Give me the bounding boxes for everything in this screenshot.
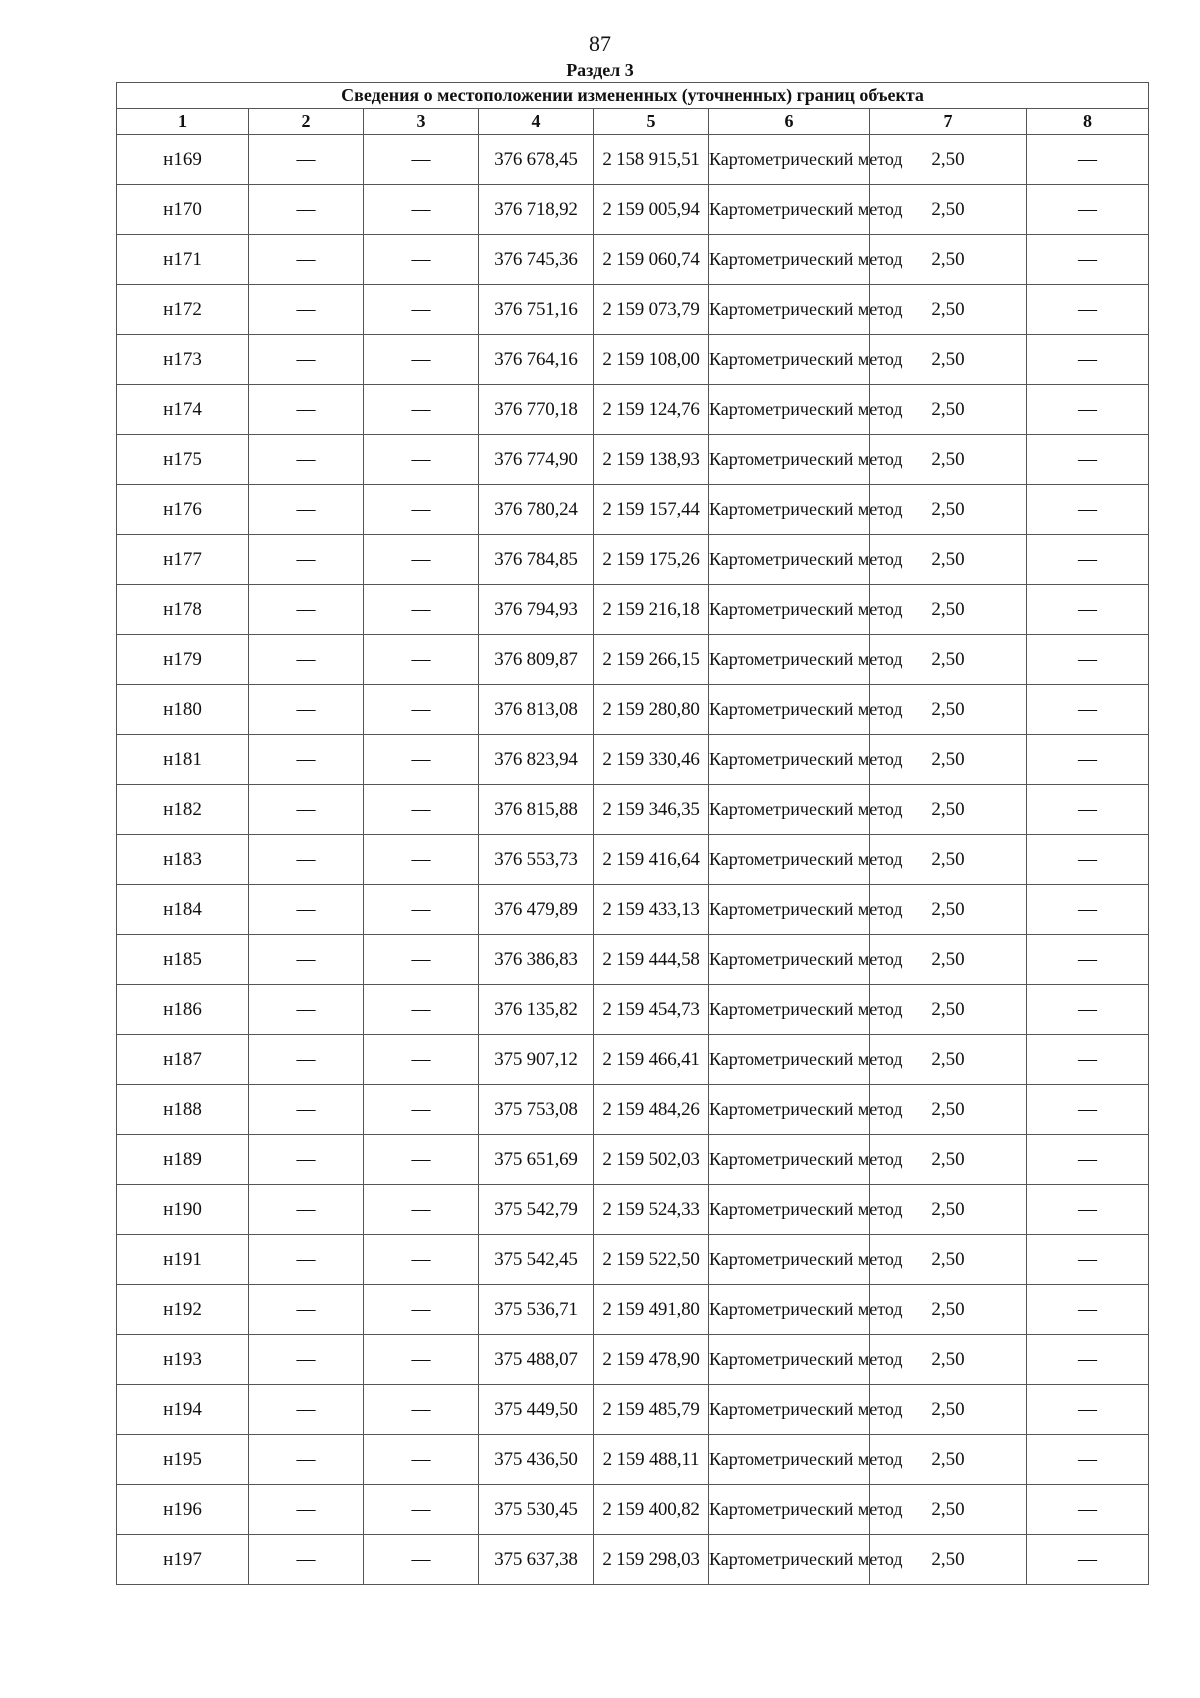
point-id-cell: н186 xyxy=(117,985,249,1035)
table-row xyxy=(117,885,1149,935)
point-id-cell: н169 xyxy=(117,135,249,185)
point-id-cell: н187 xyxy=(117,1035,249,1085)
table-row xyxy=(117,435,1149,485)
col2-cell: — xyxy=(249,1485,364,1535)
column-number-header: 1 xyxy=(117,109,249,135)
accuracy-cell: 2,50 xyxy=(870,335,1027,385)
col2-cell: — xyxy=(249,835,364,885)
column-number-row xyxy=(117,109,1149,135)
point-id-cell: н180 xyxy=(117,685,249,735)
accuracy-cell: 2,50 xyxy=(870,1435,1027,1485)
col2-cell: — xyxy=(249,1285,364,1335)
x-coordinate-cell: 376 718,92 xyxy=(479,185,594,235)
method-cell: Картометрический метод xyxy=(709,985,870,1035)
table-row xyxy=(117,535,1149,585)
y-coordinate-cell: 2 159 005,94 xyxy=(594,185,709,235)
point-id-cell: н195 xyxy=(117,1435,249,1485)
col3-cell: — xyxy=(364,235,479,285)
table-row xyxy=(117,685,1149,735)
x-coordinate-cell: 375 907,12 xyxy=(479,1035,594,1085)
col8-cell: — xyxy=(1027,985,1149,1035)
column-number-header: 3 xyxy=(364,109,479,135)
x-coordinate-cell: 376 553,73 xyxy=(479,835,594,885)
table-row xyxy=(117,1085,1149,1135)
method-cell: Картометрический метод xyxy=(709,385,870,435)
table-row xyxy=(117,1385,1149,1435)
x-coordinate-cell: 376 813,08 xyxy=(479,685,594,735)
col3-cell: — xyxy=(364,185,479,235)
x-coordinate-cell: 375 530,45 xyxy=(479,1485,594,1535)
y-coordinate-cell: 2 159 478,90 xyxy=(594,1335,709,1385)
x-coordinate-cell: 375 449,50 xyxy=(479,1385,594,1435)
col2-cell: — xyxy=(249,635,364,685)
column-number-header: 5 xyxy=(594,109,709,135)
point-id-cell: н189 xyxy=(117,1135,249,1185)
x-coordinate-cell: 376 780,24 xyxy=(479,485,594,535)
coordinates-table xyxy=(116,82,1149,1585)
method-cell: Картометрический метод xyxy=(709,335,870,385)
y-coordinate-cell: 2 159 157,44 xyxy=(594,485,709,535)
col2-cell: — xyxy=(249,135,364,185)
table-row xyxy=(117,135,1149,185)
y-coordinate-cell: 2 159 522,50 xyxy=(594,1235,709,1285)
method-cell: Картометрический метод xyxy=(709,1335,870,1385)
point-id-cell: н183 xyxy=(117,835,249,885)
accuracy-cell: 2,50 xyxy=(870,1285,1027,1335)
col3-cell: — xyxy=(364,735,479,785)
col8-cell: — xyxy=(1027,835,1149,885)
table-row xyxy=(117,935,1149,985)
method-cell: Картометрический метод xyxy=(709,635,870,685)
point-id-cell: н181 xyxy=(117,735,249,785)
accuracy-cell: 2,50 xyxy=(870,885,1027,935)
x-coordinate-cell: 376 745,36 xyxy=(479,235,594,285)
y-coordinate-cell: 2 159 266,15 xyxy=(594,635,709,685)
method-cell: Картометрический метод xyxy=(709,785,870,835)
method-cell: Картометрический метод xyxy=(709,1035,870,1085)
accuracy-cell: 2,50 xyxy=(870,1035,1027,1085)
col3-cell: — xyxy=(364,1335,479,1385)
table-caption: Сведения о местоположении измененных (уточненных) границ объекта xyxy=(117,83,1149,109)
y-coordinate-cell: 2 159 484,26 xyxy=(594,1085,709,1135)
y-coordinate-cell: 2 159 444,58 xyxy=(594,935,709,985)
col8-cell: — xyxy=(1027,685,1149,735)
col8-cell: — xyxy=(1027,935,1149,985)
table-row xyxy=(117,285,1149,335)
table-row xyxy=(117,1135,1149,1185)
column-number-header: 6 xyxy=(709,109,870,135)
x-coordinate-cell: 376 815,88 xyxy=(479,785,594,835)
method-cell: Картометрический метод xyxy=(709,835,870,885)
col2-cell: — xyxy=(249,585,364,635)
accuracy-cell: 2,50 xyxy=(870,935,1027,985)
accuracy-cell: 2,50 xyxy=(870,1235,1027,1285)
point-id-cell: н170 xyxy=(117,185,249,235)
method-cell: Картометрический метод xyxy=(709,285,870,335)
point-id-cell: н176 xyxy=(117,485,249,535)
point-id-cell: н178 xyxy=(117,585,249,635)
col3-cell: — xyxy=(364,385,479,435)
table-row xyxy=(117,1285,1149,1335)
col8-cell: — xyxy=(1027,235,1149,285)
point-id-cell: н174 xyxy=(117,385,249,435)
method-cell: Картометрический метод xyxy=(709,235,870,285)
col2-cell: — xyxy=(249,485,364,535)
col3-cell: — xyxy=(364,135,479,185)
method-cell: Картометрический метод xyxy=(709,1135,870,1185)
x-coordinate-cell: 376 479,89 xyxy=(479,885,594,935)
col2-cell: — xyxy=(249,1035,364,1085)
method-cell: Картометрический метод xyxy=(709,685,870,735)
point-id-cell: н182 xyxy=(117,785,249,835)
col8-cell: — xyxy=(1027,535,1149,585)
x-coordinate-cell: 376 774,90 xyxy=(479,435,594,485)
accuracy-cell: 2,50 xyxy=(870,585,1027,635)
col2-cell: — xyxy=(249,1385,364,1435)
col3-cell: — xyxy=(364,1085,479,1135)
col2-cell: — xyxy=(249,1135,364,1185)
accuracy-cell: 2,50 xyxy=(870,285,1027,335)
col8-cell: — xyxy=(1027,335,1149,385)
point-id-cell: н191 xyxy=(117,1235,249,1285)
table-row xyxy=(117,385,1149,435)
y-coordinate-cell: 2 159 400,82 xyxy=(594,1485,709,1535)
point-id-cell: н185 xyxy=(117,935,249,985)
col2-cell: — xyxy=(249,435,364,485)
col8-cell: — xyxy=(1027,635,1149,685)
col2-cell: — xyxy=(249,935,364,985)
x-coordinate-cell: 375 542,79 xyxy=(479,1185,594,1235)
x-coordinate-cell: 375 542,45 xyxy=(479,1235,594,1285)
accuracy-cell: 2,50 xyxy=(870,1335,1027,1385)
x-coordinate-cell: 375 436,50 xyxy=(479,1435,594,1485)
accuracy-cell: 2,50 xyxy=(870,135,1027,185)
table-row xyxy=(117,1335,1149,1385)
col3-cell: — xyxy=(364,285,479,335)
point-id-cell: н179 xyxy=(117,635,249,685)
accuracy-cell: 2,50 xyxy=(870,385,1027,435)
table-row xyxy=(117,985,1149,1035)
col2-cell: — xyxy=(249,1235,364,1285)
x-coordinate-cell: 376 809,87 xyxy=(479,635,594,685)
col8-cell: — xyxy=(1027,1085,1149,1135)
col8-cell: — xyxy=(1027,135,1149,185)
x-coordinate-cell: 376 386,83 xyxy=(479,935,594,985)
x-coordinate-cell: 376 751,16 xyxy=(479,285,594,335)
col2-cell: — xyxy=(249,1085,364,1135)
col3-cell: — xyxy=(364,635,479,685)
table-row xyxy=(117,1185,1149,1235)
method-cell: Картометрический метод xyxy=(709,135,870,185)
method-cell: Картометрический метод xyxy=(709,1085,870,1135)
column-number-header: 8 xyxy=(1027,109,1149,135)
col3-cell: — xyxy=(364,935,479,985)
accuracy-cell: 2,50 xyxy=(870,685,1027,735)
y-coordinate-cell: 2 159 488,11 xyxy=(594,1435,709,1485)
col3-cell: — xyxy=(364,1385,479,1435)
col3-cell: — xyxy=(364,1135,479,1185)
y-coordinate-cell: 2 159 138,93 xyxy=(594,435,709,485)
table-row xyxy=(117,1535,1149,1585)
point-id-cell: н194 xyxy=(117,1385,249,1435)
col8-cell: — xyxy=(1027,185,1149,235)
method-cell: Картометрический метод xyxy=(709,1535,870,1585)
column-number-header: 2 xyxy=(249,109,364,135)
y-coordinate-cell: 2 159 175,26 xyxy=(594,535,709,585)
col3-cell: — xyxy=(364,1535,479,1585)
x-coordinate-cell: 376 135,82 xyxy=(479,985,594,1035)
y-coordinate-cell: 2 159 454,73 xyxy=(594,985,709,1035)
y-coordinate-cell: 2 158 915,51 xyxy=(594,135,709,185)
method-cell: Картометрический метод xyxy=(709,1385,870,1435)
accuracy-cell: 2,50 xyxy=(870,985,1027,1035)
table-row xyxy=(117,735,1149,785)
x-coordinate-cell: 376 678,45 xyxy=(479,135,594,185)
accuracy-cell: 2,50 xyxy=(870,1485,1027,1535)
accuracy-cell: 2,50 xyxy=(870,1185,1027,1235)
col8-cell: — xyxy=(1027,585,1149,635)
x-coordinate-cell: 376 794,93 xyxy=(479,585,594,635)
point-id-cell: н188 xyxy=(117,1085,249,1135)
y-coordinate-cell: 2 159 485,79 xyxy=(594,1385,709,1435)
y-coordinate-cell: 2 159 124,76 xyxy=(594,385,709,435)
col2-cell: — xyxy=(249,335,364,385)
accuracy-cell: 2,50 xyxy=(870,785,1027,835)
col3-cell: — xyxy=(364,1035,479,1085)
col2-cell: — xyxy=(249,285,364,335)
table-row xyxy=(117,585,1149,635)
col8-cell: — xyxy=(1027,1235,1149,1285)
x-coordinate-cell: 375 637,38 xyxy=(479,1535,594,1585)
accuracy-cell: 2,50 xyxy=(870,1385,1027,1435)
table-row xyxy=(117,485,1149,535)
col3-cell: — xyxy=(364,435,479,485)
col2-cell: — xyxy=(249,985,364,1035)
col2-cell: — xyxy=(249,885,364,935)
col8-cell: — xyxy=(1027,885,1149,935)
col8-cell: — xyxy=(1027,435,1149,485)
y-coordinate-cell: 2 159 060,74 xyxy=(594,235,709,285)
y-coordinate-cell: 2 159 416,64 xyxy=(594,835,709,885)
method-cell: Картометрический метод xyxy=(709,485,870,535)
col2-cell: — xyxy=(249,785,364,835)
point-id-cell: н192 xyxy=(117,1285,249,1335)
y-coordinate-cell: 2 159 524,33 xyxy=(594,1185,709,1235)
table-body xyxy=(117,135,1149,1585)
method-cell: Картометрический метод xyxy=(709,935,870,985)
table-row xyxy=(117,335,1149,385)
y-coordinate-cell: 2 159 280,80 xyxy=(594,685,709,735)
col3-cell: — xyxy=(364,1285,479,1335)
point-id-cell: н175 xyxy=(117,435,249,485)
point-id-cell: н196 xyxy=(117,1485,249,1535)
accuracy-cell: 2,50 xyxy=(870,185,1027,235)
col8-cell: — xyxy=(1027,285,1149,335)
col2-cell: — xyxy=(249,1535,364,1585)
col3-cell: — xyxy=(364,535,479,585)
point-id-cell: н173 xyxy=(117,335,249,385)
x-coordinate-cell: 375 651,69 xyxy=(479,1135,594,1185)
method-cell: Картометрический метод xyxy=(709,1485,870,1535)
y-coordinate-cell: 2 159 216,18 xyxy=(594,585,709,635)
point-id-cell: н177 xyxy=(117,535,249,585)
col8-cell: — xyxy=(1027,1285,1149,1335)
method-cell: Картометрический метод xyxy=(709,1285,870,1335)
method-cell: Картометрический метод xyxy=(709,885,870,935)
col8-cell: — xyxy=(1027,785,1149,835)
col3-cell: — xyxy=(364,1435,479,1485)
point-id-cell: н184 xyxy=(117,885,249,935)
col8-cell: — xyxy=(1027,1135,1149,1185)
x-coordinate-cell: 375 488,07 xyxy=(479,1335,594,1385)
col3-cell: — xyxy=(364,985,479,1035)
table-row xyxy=(117,185,1149,235)
col8-cell: — xyxy=(1027,735,1149,785)
col2-cell: — xyxy=(249,1335,364,1385)
table-row xyxy=(117,1485,1149,1535)
col3-cell: — xyxy=(364,485,479,535)
table-row xyxy=(117,835,1149,885)
col3-cell: — xyxy=(364,835,479,885)
point-id-cell: н190 xyxy=(117,1185,249,1235)
y-coordinate-cell: 2 159 433,13 xyxy=(594,885,709,935)
table-row xyxy=(117,235,1149,285)
table-row xyxy=(117,785,1149,835)
col2-cell: — xyxy=(249,735,364,785)
y-coordinate-cell: 2 159 502,03 xyxy=(594,1135,709,1185)
table-row xyxy=(117,635,1149,685)
col2-cell: — xyxy=(249,1435,364,1485)
y-coordinate-cell: 2 159 298,03 xyxy=(594,1535,709,1585)
col2-cell: — xyxy=(249,185,364,235)
col8-cell: — xyxy=(1027,1385,1149,1435)
point-id-cell: н197 xyxy=(117,1535,249,1585)
col3-cell: — xyxy=(364,1185,479,1235)
col3-cell: — xyxy=(364,785,479,835)
col3-cell: — xyxy=(364,685,479,735)
method-cell: Картометрический метод xyxy=(709,1185,870,1235)
accuracy-cell: 2,50 xyxy=(870,635,1027,685)
method-cell: Картометрический метод xyxy=(709,735,870,785)
point-id-cell: н193 xyxy=(117,1335,249,1385)
method-cell: Картометрический метод xyxy=(709,1235,870,1285)
col8-cell: — xyxy=(1027,485,1149,535)
y-coordinate-cell: 2 159 073,79 xyxy=(594,285,709,335)
x-coordinate-cell: 376 770,18 xyxy=(479,385,594,435)
y-coordinate-cell: 2 159 330,46 xyxy=(594,735,709,785)
accuracy-cell: 2,50 xyxy=(870,1135,1027,1185)
accuracy-cell: 2,50 xyxy=(870,1535,1027,1585)
x-coordinate-cell: 375 536,71 xyxy=(479,1285,594,1335)
x-coordinate-cell: 375 753,08 xyxy=(479,1085,594,1135)
method-cell: Картометрический метод xyxy=(709,1435,870,1485)
method-cell: Картометрический метод xyxy=(709,185,870,235)
column-number-header: 7 xyxy=(870,109,1027,135)
method-cell: Картометрический метод xyxy=(709,435,870,485)
accuracy-cell: 2,50 xyxy=(870,535,1027,585)
table-row xyxy=(117,1235,1149,1285)
col8-cell: — xyxy=(1027,1485,1149,1535)
col3-cell: — xyxy=(364,885,479,935)
col2-cell: — xyxy=(249,685,364,735)
col8-cell: — xyxy=(1027,1535,1149,1585)
col3-cell: — xyxy=(364,1235,479,1285)
section-title: Раздел 3 xyxy=(566,60,634,80)
accuracy-cell: 2,50 xyxy=(870,235,1027,285)
col3-cell: — xyxy=(364,335,479,385)
accuracy-cell: 2,50 xyxy=(870,835,1027,885)
y-coordinate-cell: 2 159 491,80 xyxy=(594,1285,709,1335)
accuracy-cell: 2,50 xyxy=(870,485,1027,535)
accuracy-cell: 2,50 xyxy=(870,1085,1027,1135)
point-id-cell: н171 xyxy=(117,235,249,285)
col8-cell: — xyxy=(1027,385,1149,435)
col2-cell: — xyxy=(249,235,364,285)
method-cell: Картометрический метод xyxy=(709,585,870,635)
col8-cell: — xyxy=(1027,1335,1149,1385)
method-cell: Картометрический метод xyxy=(709,535,870,585)
col2-cell: — xyxy=(249,1185,364,1235)
x-coordinate-cell: 376 823,94 xyxy=(479,735,594,785)
point-id-cell: н172 xyxy=(117,285,249,335)
col3-cell: — xyxy=(364,585,479,635)
table-row xyxy=(117,1035,1149,1085)
y-coordinate-cell: 2 159 466,41 xyxy=(594,1035,709,1085)
y-coordinate-cell: 2 159 108,00 xyxy=(594,335,709,385)
accuracy-cell: 2,50 xyxy=(870,435,1027,485)
x-coordinate-cell: 376 764,16 xyxy=(479,335,594,385)
column-number-header: 4 xyxy=(479,109,594,135)
col8-cell: — xyxy=(1027,1035,1149,1085)
col2-cell: — xyxy=(249,535,364,585)
col8-cell: — xyxy=(1027,1185,1149,1235)
col2-cell: — xyxy=(249,385,364,435)
col3-cell: — xyxy=(364,1485,479,1535)
table-row xyxy=(117,1435,1149,1485)
page-number: 87 xyxy=(589,31,611,56)
y-coordinate-cell: 2 159 346,35 xyxy=(594,785,709,835)
x-coordinate-cell: 376 784,85 xyxy=(479,535,594,585)
accuracy-cell: 2,50 xyxy=(870,735,1027,785)
col8-cell: — xyxy=(1027,1435,1149,1485)
